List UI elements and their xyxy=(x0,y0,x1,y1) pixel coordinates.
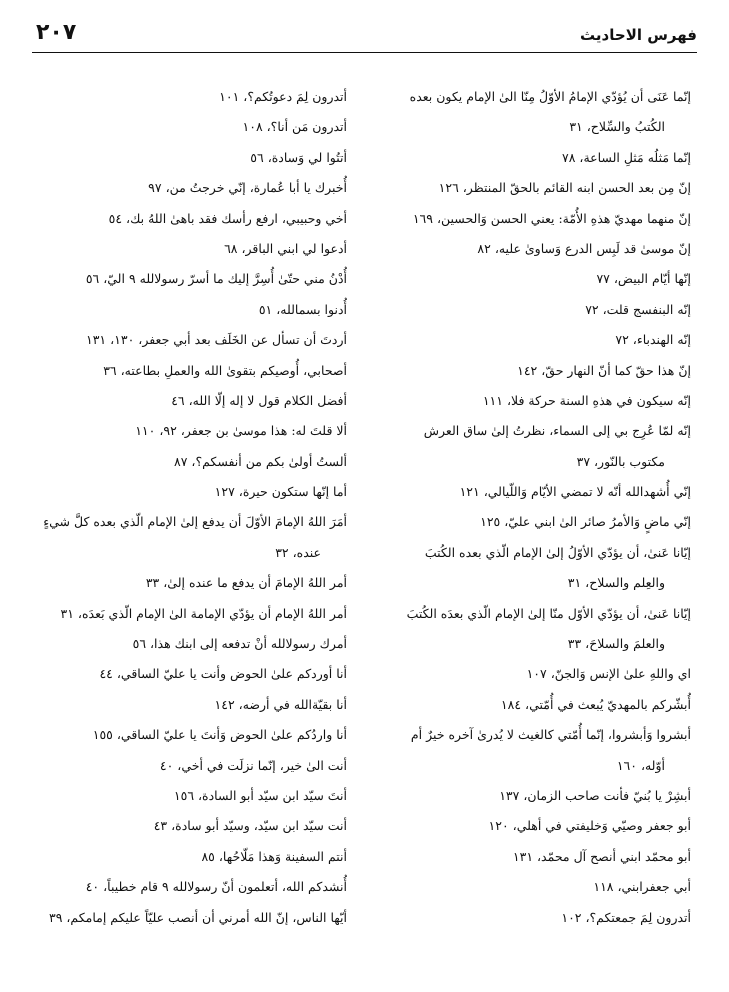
index-entry: إنّه الهندباء، ٧٢ xyxy=(615,332,691,348)
index-entry: أنا بقيّةالله في أرضه، ١٤٢ xyxy=(214,696,347,712)
index-entry: إيّانا عَنىٰ، أن يؤدّي الأوّلُ إلىٰ الإمام الّذي بعده الكُتبَ xyxy=(424,544,691,560)
index-entry: أنتم السفينة وَهذا مَلّاحُها، ٨٥ xyxy=(201,848,347,864)
index-entry: أبو محمّد ابني أنصح آل محمّد، ١٣١ xyxy=(512,848,691,864)
index-entry: أخي وحبيبي، ارفع رأسك فقد باهىٰ اللهُ بك، ٥٤ xyxy=(108,210,347,226)
index-entry-continuation: أوّله، ١٦٠ xyxy=(616,757,665,773)
index-entry: أُبشّركم بالمهديّ يُبعث في أُمّتي، ١٨٤ xyxy=(500,696,691,712)
index-entry: ألستُ أولىٰ بكم من أنفسكم؟، ٨٧ xyxy=(174,453,347,469)
index-entry: أيّها الناس، إنّ الله أمرني أن أنصب عليّاً عليكم إمامكم، ٣٩ xyxy=(48,909,347,925)
index-entry: أُنشدكم الله، أتعلمون أنّ رسولالله ٩ قام خطيباً، ٤٠ xyxy=(85,879,347,895)
index-entry: أفضل الكلام قول لا إله إلّا الله، ٤٦ xyxy=(171,392,347,408)
index-entry: أما إنّها ستكون حيرة، ١٢٧ xyxy=(214,484,347,500)
index-entry: أنا أوردكم علىٰ الحوض وأنت يا عليّ الساقي، ٤٤ xyxy=(99,666,347,682)
index-entry: أتدرون لِمَ دعوتُكم؟، ١٠١ xyxy=(219,89,347,104)
index-entry-continuation: والعلمَ والسلاحَ، ٣٣ xyxy=(567,636,665,652)
index-entry: أمر اللهُ الإمام أن يؤدّي الإمامة الىٰ الإمام الّذي بَعدَه، ٣١ xyxy=(60,605,347,621)
index-entry-continuation: مكتوب بالنّور، ٣٧ xyxy=(576,453,665,469)
index-entry: أتتُوا لي وَسادة، ٥٦ xyxy=(250,149,347,165)
index-entry: إنّه سيكون في هذهِ السنة حركة فلا، ١١١ xyxy=(482,392,691,408)
left-index-column xyxy=(42,82,347,933)
index-entry: إنّه لمّا عُرِج بي إلى السماء، نظرتُ إلىٰ ساق العرش xyxy=(423,423,691,439)
index-entry: أبو جعفر وصيّي وَخليفتي في أهلي، ١٢٠ xyxy=(488,818,691,834)
index-entry: أمَرَ اللهُ الإمامَ الأوّلَ أن يدفع إلىٰ الإمام الّذي بعده كلَّ شيءٍ xyxy=(43,514,347,530)
index-entry: أنتَ سيّد ابن سيّد أبو السادة، ١٥٦ xyxy=(173,787,347,803)
index-entry: إنّها أيّام البيض، ٧٧ xyxy=(596,271,691,287)
index-entry-continuation: والعِلم والسلاح، ٣١ xyxy=(567,575,665,591)
index-entry: أنت الىٰ خير، إنّما نزلَت في أخي، ٤٠ xyxy=(159,757,347,773)
running-header-title: فهرس الاحاديث xyxy=(580,26,697,44)
index-entry: أدعوا لي ابني الباقر، ٦٨ xyxy=(224,240,347,256)
index-entry: أصحابي، أُوصيكم بتقوىٰ الله والعملِ بطاعته، ٣٦ xyxy=(103,362,347,378)
index-entry: أنا واردُكم علىٰ الحوض وَأنتَ يا عليّ الساقي، ١٥٥ xyxy=(92,727,347,743)
index-entry: أُخبرك يا أبا عُمارة، إنّي خرجتُ من، ٩٧ xyxy=(148,180,347,196)
index-entry: إنّ موسىٰ قد لَبِس الدرع وَساوىٰ عليه، ٨٢ xyxy=(477,240,691,256)
index-entry-continuation: عنده، ٣٢ xyxy=(275,544,321,560)
index-entry: أتدرون مَن أنا؟، ١٠٨ xyxy=(242,119,347,135)
index-entry: إنّما مَثلُه مَثلِ الساعة، ٧٨ xyxy=(562,149,691,165)
index-entry: إنّ هذا حقّ كما أنّ النهار حقّ، ١٤٢ xyxy=(517,362,691,378)
index-entry: إنّ مِن بعد الحسن ابنه القائم بالحقّ المنتظر، ١٢٦ xyxy=(438,180,691,196)
index-entry: أنت سيّد ابن سيّد، وسيّد أبو سادة، ٤٣ xyxy=(153,818,347,834)
index-entry: أتدرون لِمَ جمعتكم؟، ١٠٢ xyxy=(561,909,691,925)
index-entry: أردتَ أن تسأل عن الخَلَف بعد أبي جعفر، ١٣٠، ١٣١ xyxy=(86,332,347,348)
index-entry: اي واللهِ علىٰ الإنس وَالجنّ، ١٠٧ xyxy=(526,666,691,682)
right-index-column xyxy=(369,82,691,933)
index-entry: أُدْنُ مني حتّىٰ أُسِرَّ إليك ما أسرّ رسولالله ٩ اليّ، ٥٦ xyxy=(85,271,347,287)
index-entry: ألا قلتَ له: هذا موسىٰ بن جعفر، ٩٢، ١١٠ xyxy=(135,423,347,439)
index-entry: أبشروا وَأبشروا، إنّما أُمّتي كالغيث لا يُدرىٰ آخره خيرٌ أم xyxy=(410,727,691,743)
index-entry: إنّي أُشهدالله أنّه لا تمضي الأيّام وَاللّيالي، ١٢١ xyxy=(459,484,691,500)
index-entry: أمر اللهُ الإمامَ أن يدفع ما عنده إلىٰ، ٣٣ xyxy=(145,575,347,591)
index-entry: إنّي ماضٍ وَالأمرُ صائر الىٰ ابني عليّ، ١٢٥ xyxy=(480,514,691,530)
index-entry: أُدنوا بسمالله، ٥١ xyxy=(258,301,347,317)
index-entry: أبي جعفرابني، ١١٨ xyxy=(593,879,691,895)
header-rule xyxy=(32,52,697,53)
index-entry: إنّما عَنَى أن يُؤدّي الإمامُ الأوّلُ مِنّا الىٰ الإمام يكون بعده xyxy=(409,89,691,104)
index-entry: إنّ منهما مهديّ هذهِ الأُمّة: يعني الحسن وَالحسين، ١٦٩ xyxy=(412,210,691,226)
index-entry-continuation: الكُتبُ والسِّلاح، ٣١ xyxy=(569,119,665,135)
page-number: ٢٠٧ xyxy=(36,20,77,45)
index-entry: أمرك رسولالله أنْ تدفعه إلى ابنك هذا، ٥٦ xyxy=(132,636,347,652)
index-entry: أبشِرْ يا بُنيّ فأنت صاحب الزمان، ١٣٧ xyxy=(499,787,691,803)
index-entry: إيّانا عَنىٰ، أن يؤدّي الأوّل منّا إلىٰ الإمام الّذي بعدَه الكُتبَ xyxy=(406,605,691,621)
index-entry: إنّه البنفسج قلت، ٧٢ xyxy=(585,301,691,317)
